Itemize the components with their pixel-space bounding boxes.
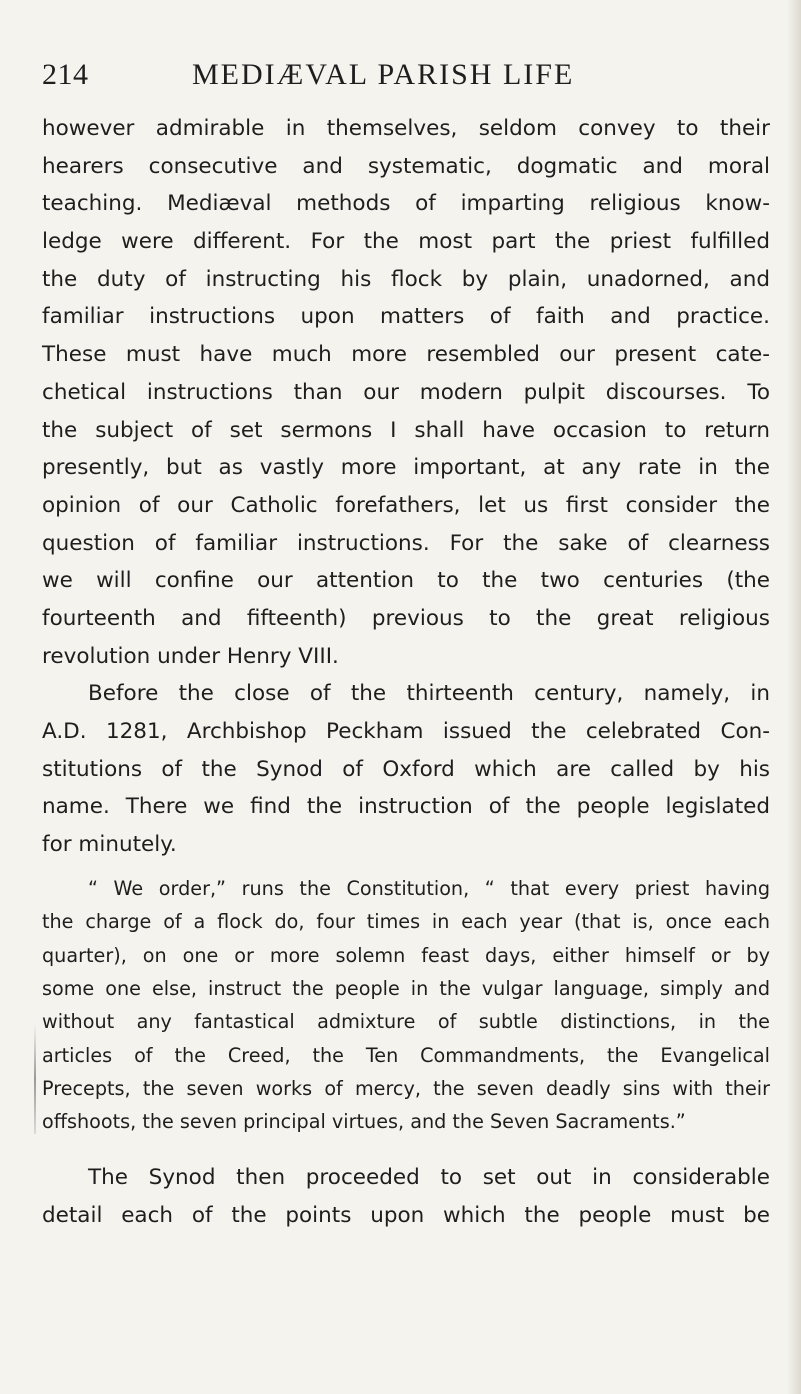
- text-line: The Synod then proceeded to set out in considerable: [88, 1164, 770, 1190]
- text-line: question of familiar instructions. For the sake of clearness: [42, 530, 770, 556]
- quote-line: Precepts, the seven works of mercy, the seven deadly sins with their: [42, 1077, 770, 1101]
- quote-line: the charge of a flock do, four times in each year (that is, once each: [42, 910, 770, 934]
- text-line: A.D. 1281, Archbishop Peckham issued the celebrated Con-: [42, 719, 770, 744]
- paragraph-3: [42, 1159, 770, 1234]
- text-line: ledge were different. For the most part the priest fulfilled: [42, 229, 770, 255]
- text-line: the duty of instructing his flock by plain, unadorned, and: [42, 266, 770, 292]
- paragraph-2: [42, 675, 770, 863]
- text-line: hearers consecutive and systematic, dogmatic and moral: [42, 153, 770, 179]
- page-number: 214: [42, 58, 89, 91]
- text-line: opinion of our Catholic forefathers, let us first consider the: [42, 492, 770, 518]
- constitution-quote: [42, 872, 770, 1139]
- running-head: [42, 58, 762, 98]
- page-edge-shadow: [787, 0, 801, 1394]
- pencil-margin-mark: [34, 1024, 36, 1134]
- quote-line: offshoots, the seven principal virtues, and the Seven Sacraments.”: [42, 1110, 686, 1134]
- quote-line: without any fantastical admixture of subtle distinctions, in the: [42, 1010, 770, 1034]
- quote-line: “ We order,” runs the Constitution, “ that every priest having: [88, 876, 770, 900]
- running-title: MEDIÆVAL PARISH LIFE: [192, 58, 575, 91]
- text-line: revolution under Henry VIII.: [42, 643, 339, 669]
- text-line: we will confine our attention to the two centuries (the: [42, 568, 770, 594]
- text-line: however admirable in themselves, seldom convey to their: [42, 116, 770, 141]
- text-line: These must have much more resembled our present cate-: [42, 342, 770, 368]
- text-line: familiar instructions upon matters of faith and practice.: [42, 304, 770, 330]
- text-line: fourteenth and fifteenth) previous to the great religious: [42, 605, 770, 631]
- text-line: the subject of set sermons I shall have occasion to return: [42, 417, 770, 443]
- body-text: [42, 110, 770, 1234]
- text-line: presently, but as vastly more important, at any rate in the: [42, 455, 770, 481]
- text-line: for minutely.: [42, 832, 177, 858]
- quote-line: quarter), on one or more solemn feast days, either himself or by: [42, 943, 770, 967]
- quote-line: articles of the Creed, the Ten Commandments, the Evangelical: [42, 1043, 770, 1067]
- text-line: stitutions of the Synod of Oxford which are called by his: [42, 756, 770, 782]
- text-line: teaching. Mediæval methods of imparting religious know-: [42, 191, 770, 217]
- text-line: name. There we find the instruction of the people legislated: [42, 794, 770, 820]
- quote-line: some one else, instruct the people in the vulgar language, simply and: [42, 976, 770, 1000]
- paragraph-1: [42, 110, 770, 675]
- text-line: chetical instructions than our modern pulpit discourses. To: [42, 379, 770, 405]
- text-line: Before the close of the thirteenth century, namely, in: [88, 681, 770, 707]
- text-line: detail each of the points upon which the people must be: [42, 1202, 770, 1228]
